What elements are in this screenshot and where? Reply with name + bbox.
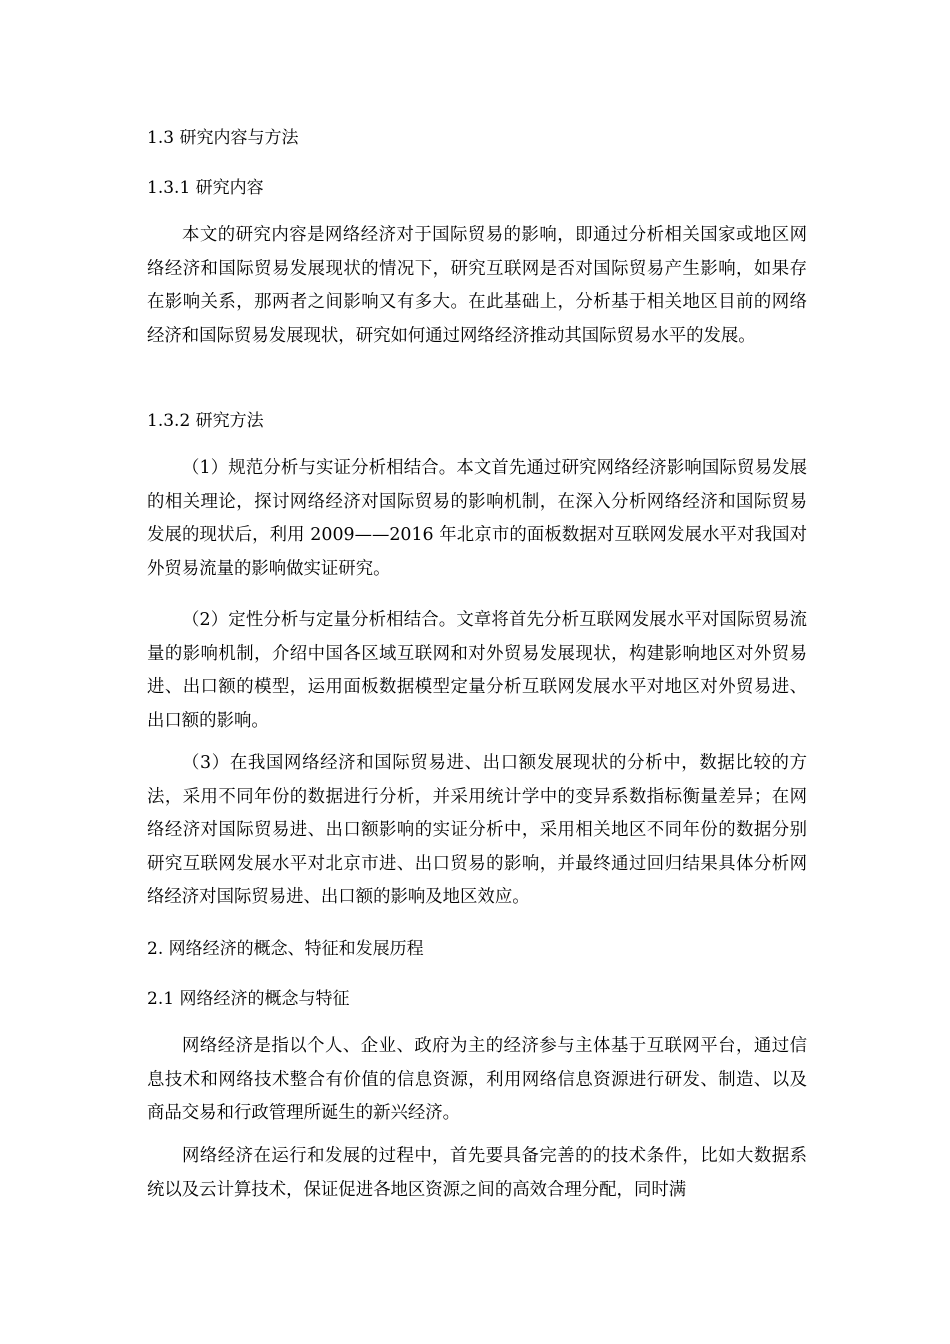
section-heading-2-1: 2.1 网络经济的概念与特征	[147, 989, 350, 1009]
paragraph-concept-2: 网络经济在运行和发展的过程中，首先要具备完善的的技术条件，比如大数据系统以及云计算技术，保证促进各地区资源之间的高效合理分配，同时满	[147, 1146, 807, 1200]
paragraph-concept-1: 网络经济是指以个人、企业、政府为主的经济参与主体基于互联网平台，通过信息技术和网络技术整合有价值的信息资源，利用网络信息资源进行研发、制造、以及商品交易和行政管理所诞生的新兴经济。	[147, 1036, 807, 1123]
section-heading-2: 2. 网络经济的概念、特征和发展历程	[147, 939, 424, 959]
paragraph-method-2: （2）定性分析与定量分析相结合。文章将首先分析互联网发展水平对国际贸易流量的影响机制，介绍中国各区域互联网和对外贸易发展现状，构建影响地区对外贸易进、出口额的模型，运用面板数据模型定量分析互联网发展水平对地区对外贸易进、出口额的影响。	[147, 610, 807, 731]
paragraph-research-content: 本文的研究内容是网络经济对于国际贸易的影响，即通过分析相关国家或地区网络经济和国际贸易发展现状的情况下，研究互联网是否对国际贸易产生影响，如果存在影响关系，那两者之间影响又有多大。在此基础上，分析基于相关地区目前的网络经济和国际贸易发展现状，研究如何通过网络经济推动其国际贸易水平的发展。	[147, 225, 807, 346]
section-heading-1-3: 1.3 研究内容与方法	[147, 128, 299, 148]
paragraph-method-3: （3）在我国网络经济和国际贸易进、出口额发展现状的分析中，数据比较的方法，采用不同年份的数据进行分析，并采用统计学中的变异系数指标衡量差异；在网络经济对国际贸易进、出口额影响的实证分析中，采用相关地区不同年份的数据分别研究互联网发展水平对北京市进、出口贸易的影响，并最终通过回归结果具体分析网络经济对国际贸易进、出口额的影响及地区效应。	[147, 753, 807, 907]
paragraph-method-1: （1）规范分析与实证分析相结合。本文首先通过研究网络经济影响国际贸易发展的相关理论，探讨网络经济对国际贸易的影响机制，在深入分析网络经济和国际贸易发展的现状后，利用 2009——2016 年北京市的面板数据对互联网发展水平对我国对外贸易流量的影响做实证研究。	[147, 458, 807, 579]
section-heading-1-3-1: 1.3.1 研究内容	[147, 178, 264, 198]
section-heading-1-3-2: 1.3.2 研究方法	[147, 411, 264, 431]
